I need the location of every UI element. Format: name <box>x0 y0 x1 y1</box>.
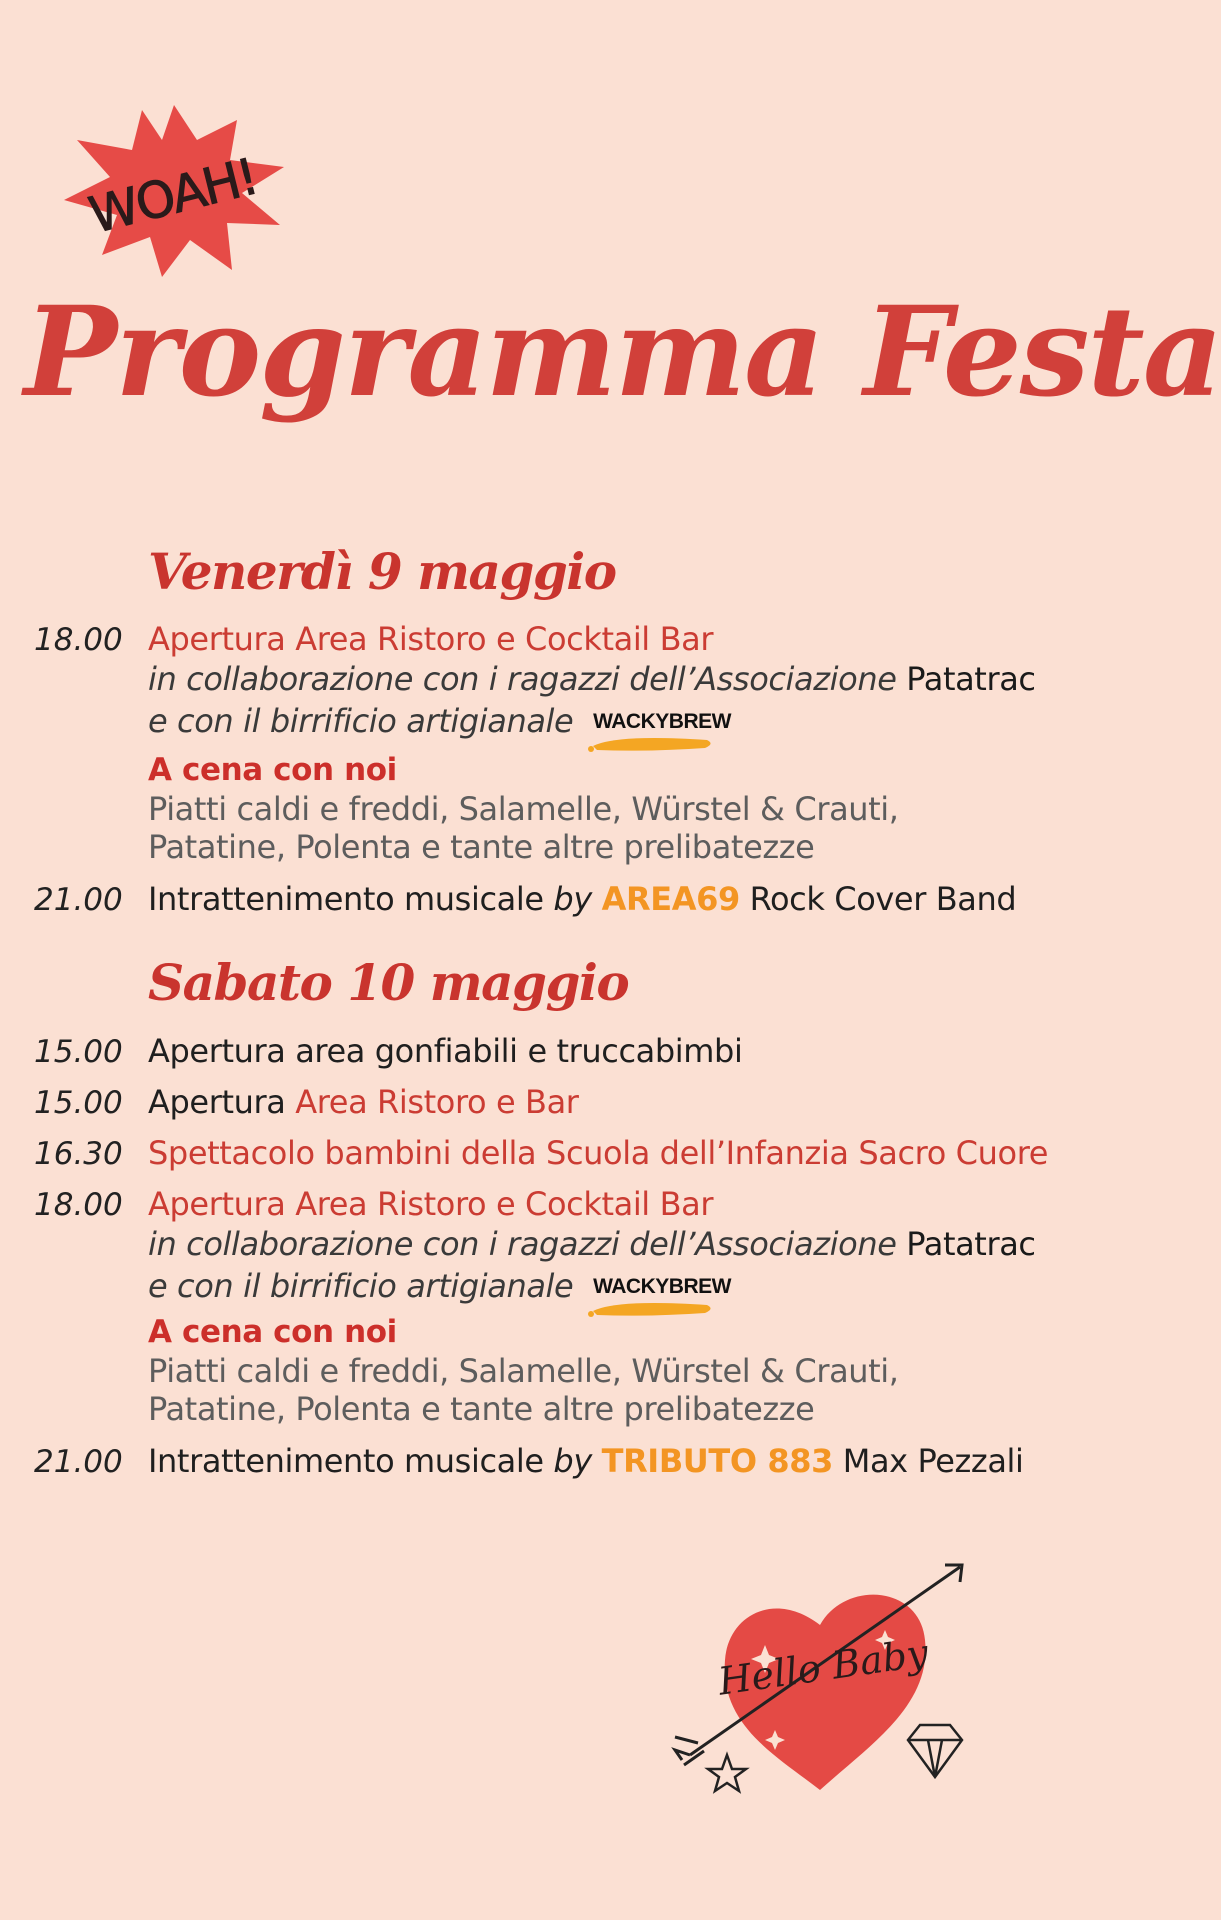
day2-event2-time: 15.00 <box>34 1085 123 1121</box>
collab-prefix: in collaborazione con i ragazzi dell’Associazione <box>148 1225 897 1263</box>
event-prefix: Apertura <box>148 1083 286 1121</box>
page-title: Programma Festa <box>24 280 1221 425</box>
brewery-prefix: e con il birrificio artigianale <box>148 702 574 740</box>
day2-dinner-line2: Patatine, Polenta e tante altre prelibatezze <box>148 1390 815 1428</box>
day1-event2-time: 21.00 <box>34 882 123 918</box>
day2-event3-title: Spettacolo bambini della Scuola dell’Infanzia Sacro Cuore <box>148 1134 1049 1172</box>
day2-event5-time: 21.00 <box>34 1444 123 1480</box>
day2-event4-brewery <box>148 1267 731 1305</box>
brewery-name: WACKYBREW <box>593 1275 731 1298</box>
day2-event5-title <box>148 1442 1024 1480</box>
event-highlight: Area Ristoro e Bar <box>295 1083 579 1121</box>
event-by: by <box>553 1442 592 1480</box>
brewery-name: WACKYBREW <box>593 710 731 733</box>
day2-event4-collab <box>148 1225 1036 1263</box>
collab-name: Patatrac <box>906 1225 1036 1263</box>
star-icon <box>708 1755 746 1791</box>
day1-dinner-title: A cena con noi <box>148 752 397 788</box>
day1-dinner-line2: Patatine, Polenta e tante altre prelibatezze <box>148 828 815 866</box>
collab-prefix: in collaborazione con i ragazzi dell’Associazione <box>148 660 897 698</box>
day2-event1-time: 15.00 <box>34 1034 123 1070</box>
band-name: TRIBUTO 883 <box>601 1442 833 1480</box>
wackybrew-swoosh-icon <box>587 730 717 752</box>
woah-burst-sticker <box>62 105 287 280</box>
wackybrew-logo <box>593 710 731 734</box>
day1-dinner-line1: Piatti caldi e freddi, Salamelle, Würstel & Crauti, <box>148 790 899 828</box>
wackybrew-swoosh-icon <box>587 1295 717 1317</box>
day2-event4-time: 18.00 <box>34 1187 123 1223</box>
event-suffix: Rock Cover Band <box>749 880 1017 918</box>
burst-text: WOAH! <box>83 147 263 245</box>
day2-event3-time: 16.30 <box>34 1136 123 1172</box>
day2-event1-title: Apertura area gonfiabili e truccabimbi <box>148 1032 743 1070</box>
day2-event4-title: Apertura Area Ristoro e Cocktail Bar <box>148 1185 714 1223</box>
day2-event2-title <box>148 1083 579 1121</box>
day1-title: Venerdì 9 maggio <box>148 542 616 601</box>
event-prefix: Intrattenimento musicale <box>148 880 544 918</box>
hello-baby-heart-sticker <box>670 1555 980 1815</box>
wackybrew-logo <box>593 1275 731 1299</box>
event-prefix: Intrattenimento musicale <box>148 1442 544 1480</box>
day1-event1-title: Apertura Area Ristoro e Cocktail Bar <box>148 620 714 658</box>
svg-text:Hello Baby: Hello Baby <box>715 1630 931 1704</box>
day1-event2-title <box>148 880 1016 918</box>
event-suffix: Max Pezzali <box>842 1442 1024 1480</box>
day1-event1-collab <box>148 660 1036 698</box>
band-name: AREA69 <box>601 880 740 918</box>
collab-name: Patatrac <box>906 660 1036 698</box>
day2-dinner-line1: Piatti caldi e freddi, Salamelle, Würstel & Crauti, <box>148 1352 899 1390</box>
day1-event1-time: 18.00 <box>34 622 123 658</box>
day1-event1-brewery <box>148 702 731 740</box>
day2-dinner-title: A cena con noi <box>148 1314 397 1350</box>
brewery-prefix: e con il birrificio artigianale <box>148 1267 574 1305</box>
event-by: by <box>553 880 592 918</box>
day2-title: Sabato 10 maggio <box>148 953 629 1012</box>
diamond-icon <box>908 1725 962 1777</box>
